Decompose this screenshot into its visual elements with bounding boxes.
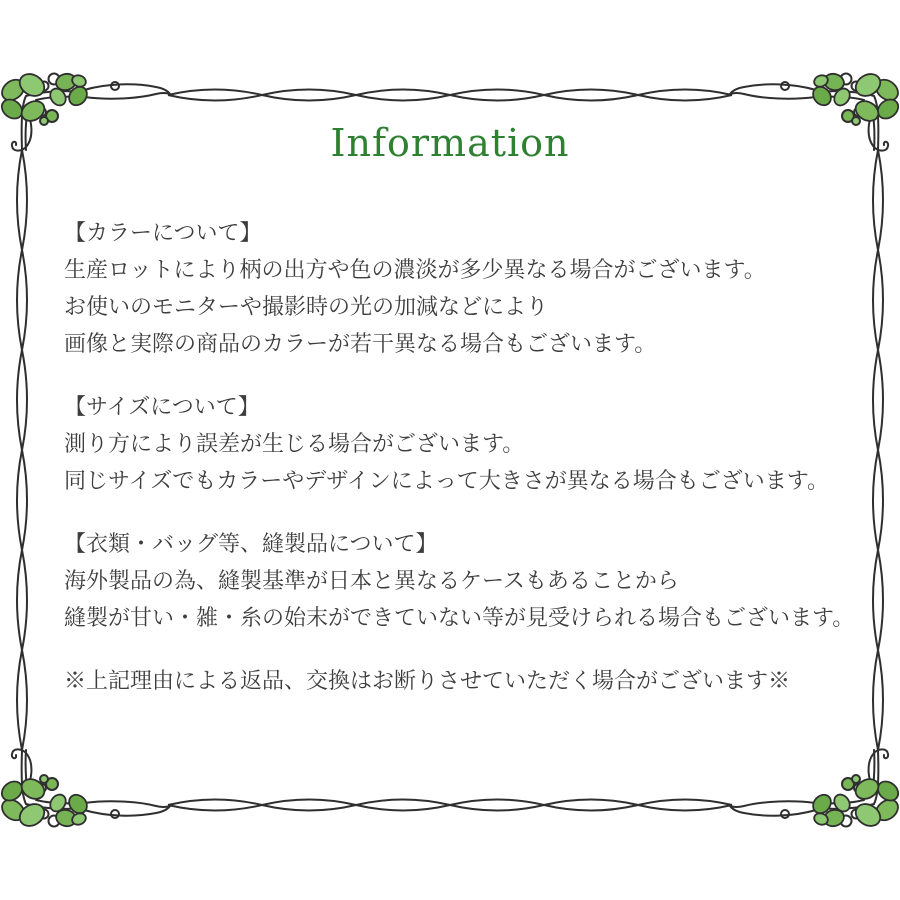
section-size-heading: 【サイズについて】 — [64, 394, 260, 419]
section-sewing-line-1: 海外製品の為、縫製基準が日本と異なるケースもあることから — [64, 568, 679, 593]
page-title: Information — [330, 121, 570, 165]
section-size-line-1: 測り方により誤差が生じる場合がございます。 — [64, 431, 525, 456]
section-color-line-2: お使いのモニターや撮影時の光の加減などにより — [64, 294, 549, 319]
section-color-heading: 【カラーについて】 — [64, 220, 262, 245]
clover-corner-bottom-left-icon — [0, 749, 170, 830]
section-size-line-2: 同じサイズでもカラーやデザインによって大きさが異なる場合もございます。 — [64, 468, 829, 493]
notice-content — [64, 214, 854, 699]
section-color-line-3: 画像と実際の商品のカラーが若干異なる場合もございます。 — [64, 331, 657, 356]
section-size — [64, 388, 854, 499]
section-sewing-heading: 【衣類・バッグ等、縫製品について】 — [64, 531, 438, 556]
section-sewing — [64, 525, 854, 636]
section-color — [64, 214, 854, 362]
section-sewing-line-2: 縫製が甘い・雑・糸の始末ができていない等が見受けられる場合もございます。 — [64, 605, 855, 630]
clover-corner-bottom-right-icon — [730, 749, 900, 830]
return-policy-note: ※上記理由による返品、交換はお断りさせていただく場合がございます※ — [64, 668, 791, 693]
section-color-line-1: 生産ロットにより柄の出方や色の濃淡が多少異なる場合がございます。 — [64, 257, 766, 282]
